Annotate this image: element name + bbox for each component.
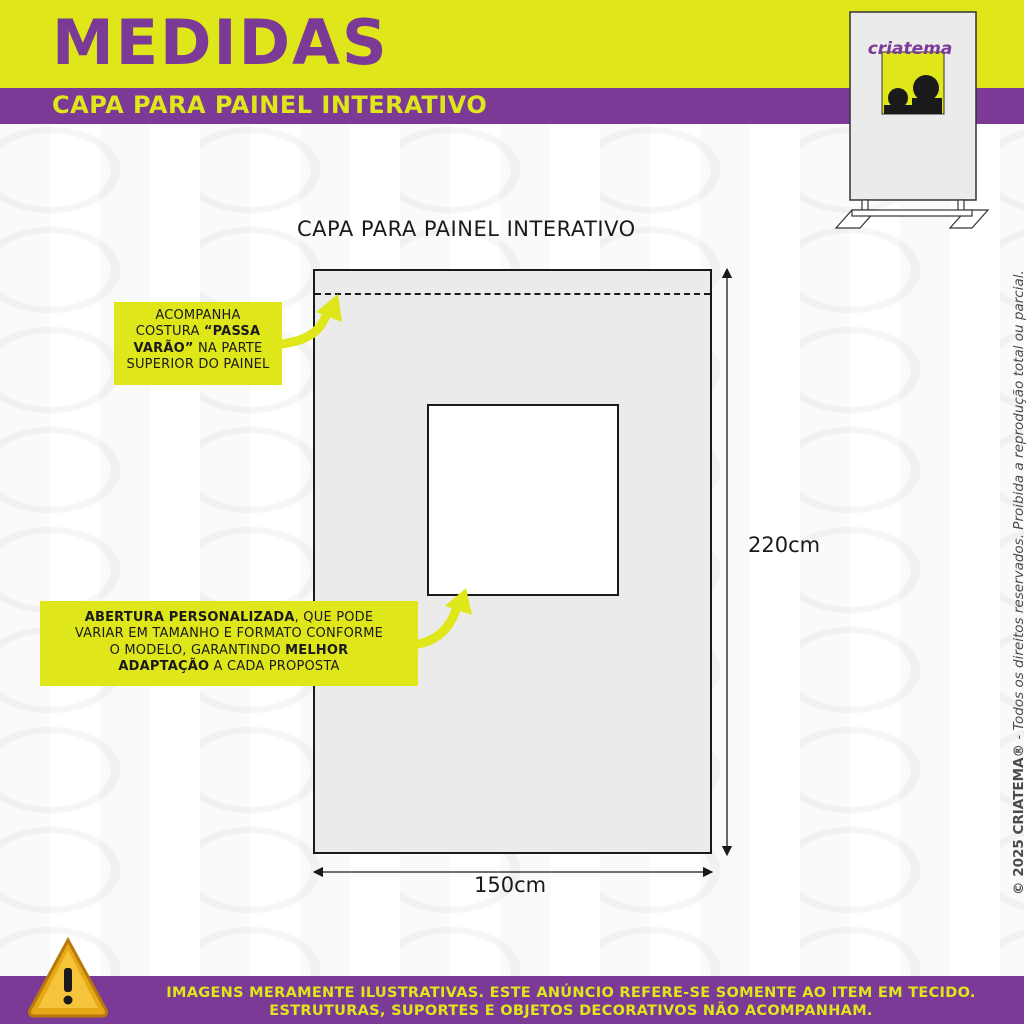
callout-top-arrow — [282, 310, 328, 344]
footer-line-2: ESTRUTURAS, SUPORTES E OBJETOS DECORATIVOS NÃO ACOMPANHAM. — [269, 1003, 873, 1020]
width-label: 150cm — [474, 873, 547, 897]
copyright-notice: © 2025 CRIATEMA® - Todos os direitos reservados. Proibida a reprodução total ou parcial. — [1011, 270, 1027, 895]
footer-line-1: IMAGENS MERAMENTE ILUSTRATIVAS. ESTE ANÚNCIO REFERE-SE SOMENTE AO ITEM EM TECIDO. — [166, 985, 976, 1001]
height-label: 220cm — [748, 533, 821, 557]
callout-rod-pocket: ACOMPANHA COSTURA “PASSA VARÃO” NA PARTE SUPERIOR DO PAINEL — [114, 302, 282, 385]
brand-logo: criatema — [867, 39, 953, 59]
warning-icon — [26, 936, 110, 1020]
diagram-title: CAPA PARA PAINEL INTERATIVO — [297, 217, 636, 241]
callout-opening-arrow — [418, 604, 458, 644]
page-title: MEDIDAS — [52, 6, 389, 79]
footer-disclaimer — [118, 984, 1024, 1020]
callout-custom-opening: ABERTURA PERSONALIZADA, QUE PODE VARIAR EM TAMANHO E FORMATO CONFORME O MODELO, GARANTINDO MELHOR ADAPTAÇÃO A CADA PROPOSTA — [40, 601, 418, 686]
page-subtitle: CAPA PARA PAINEL INTERATIVO — [52, 91, 488, 119]
